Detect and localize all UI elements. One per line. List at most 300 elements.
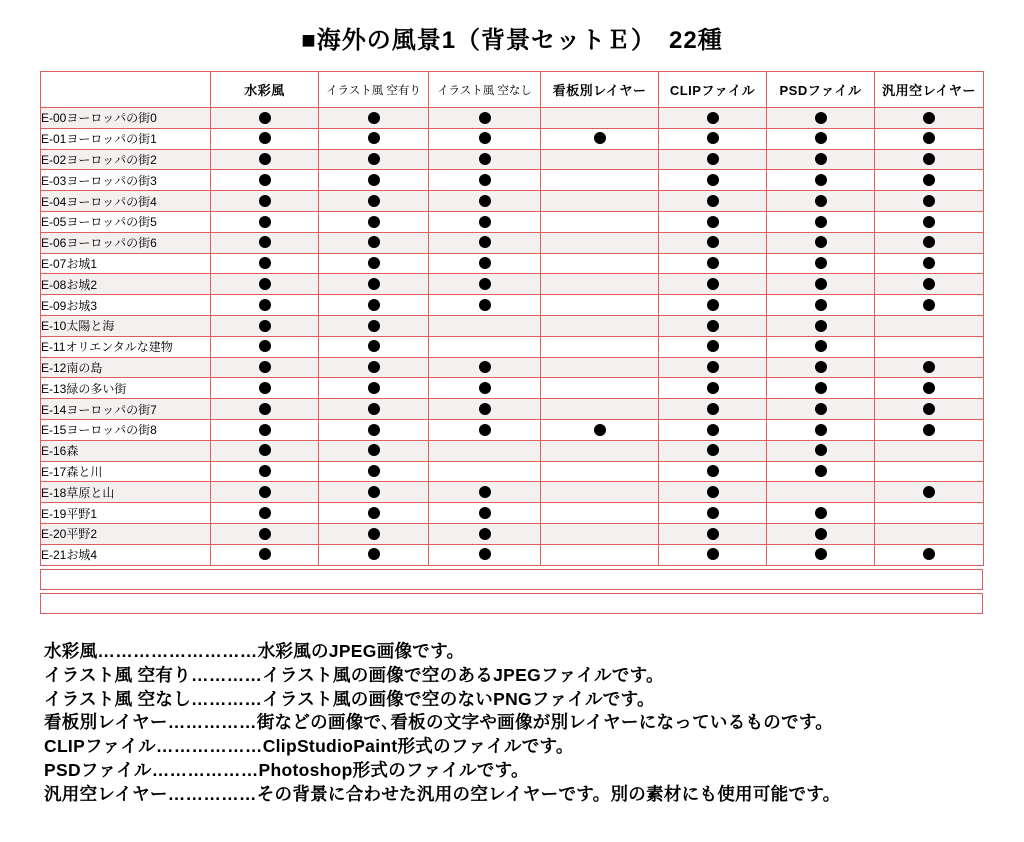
dot-icon (479, 174, 491, 186)
row-label: E-21お城4 (41, 544, 211, 565)
legend-line-illust-with-sky: イラスト風 空有り…………イラスト風の画像で空のあるJPEGファイルです。 (44, 664, 664, 685)
dot-icon (815, 216, 827, 228)
mark-cell-filled (767, 357, 875, 378)
mark-cell-empty (541, 232, 659, 253)
dot-icon (368, 528, 380, 540)
mark-cell-filled (211, 149, 319, 170)
mark-cell-filled (319, 523, 429, 544)
row-label: E-03ヨーロッパの街3 (41, 170, 211, 191)
dot-icon (259, 174, 271, 186)
dot-icon (923, 195, 935, 207)
mark-cell-filled (211, 315, 319, 336)
mark-cell-filled (659, 128, 767, 149)
dot-icon (259, 299, 271, 311)
mark-cell-filled (319, 295, 429, 316)
col-header-signboard-layer: 看板別レイヤー (541, 72, 659, 108)
dot-icon (259, 153, 271, 165)
mark-cell-filled (541, 419, 659, 440)
dot-icon (707, 340, 719, 352)
mark-cell-filled (659, 295, 767, 316)
table-row (41, 170, 984, 191)
mark-cell-empty (541, 503, 659, 524)
dot-icon (815, 528, 827, 540)
mark-cell-filled (429, 399, 541, 420)
dot-icon (923, 174, 935, 186)
row-label: E-12南の島 (41, 357, 211, 378)
mark-cell-filled (875, 170, 984, 191)
dot-icon (923, 216, 935, 228)
mark-cell-filled (767, 378, 875, 399)
mark-cell-filled (211, 211, 319, 232)
dot-icon (815, 340, 827, 352)
mark-cell-empty (541, 149, 659, 170)
dot-icon (479, 236, 491, 248)
table-body (41, 108, 984, 566)
col-header-sky-layer: 汎用空レイヤー (875, 72, 984, 108)
col-header-illust-with-sky: イラスト風 空有り (319, 72, 429, 108)
table-row (41, 482, 984, 503)
table-row (41, 253, 984, 274)
table-row (41, 357, 984, 378)
dot-icon (259, 361, 271, 373)
mark-cell-filled (319, 274, 429, 295)
dot-icon (368, 361, 380, 373)
mark-cell-filled (767, 191, 875, 212)
mark-cell-filled (659, 170, 767, 191)
mark-cell-filled (319, 503, 429, 524)
mark-cell-filled (319, 419, 429, 440)
dot-icon (594, 132, 606, 144)
mark-cell-filled (767, 523, 875, 544)
mark-cell-filled (875, 149, 984, 170)
availability-table (40, 71, 984, 566)
mark-cell-empty (541, 170, 659, 191)
mark-cell-filled (429, 295, 541, 316)
dot-icon (594, 424, 606, 436)
dot-icon (707, 403, 719, 415)
mark-cell-filled (659, 461, 767, 482)
dot-icon (815, 382, 827, 394)
dot-icon (368, 548, 380, 560)
row-label: E-01ヨーロッパの街1 (41, 128, 211, 149)
dot-icon (815, 299, 827, 311)
row-label: E-14ヨーロッパの街7 (41, 399, 211, 420)
mark-cell-filled (429, 253, 541, 274)
row-label: E-17森と川 (41, 461, 211, 482)
dot-icon (707, 320, 719, 332)
row-label: E-10太陽と海 (41, 315, 211, 336)
page-title: ■海外の風景1（背景セットＥ） 22種 (301, 27, 723, 54)
dot-icon (707, 132, 719, 144)
mark-cell-filled (429, 357, 541, 378)
dot-icon (815, 444, 827, 456)
dot-icon (259, 340, 271, 352)
table-row (41, 523, 984, 544)
dot-icon (707, 257, 719, 269)
empty-row-1 (40, 569, 983, 590)
dot-icon (368, 340, 380, 352)
mark-cell-filled (767, 315, 875, 336)
mark-cell-filled (319, 482, 429, 503)
mark-cell-filled (429, 170, 541, 191)
mark-cell-filled (659, 211, 767, 232)
mark-cell-filled (659, 503, 767, 524)
row-label: E-11オリエンタルな建物 (41, 336, 211, 357)
dot-icon (707, 528, 719, 540)
dot-icon (259, 528, 271, 540)
mark-cell-filled (211, 378, 319, 399)
dot-icon (259, 382, 271, 394)
mark-cell-filled (659, 378, 767, 399)
table-row (41, 108, 984, 129)
dot-icon (479, 382, 491, 394)
mark-cell-filled (211, 523, 319, 544)
col-header-illust-no-sky: イラスト風 空なし (429, 72, 541, 108)
dot-icon (923, 299, 935, 311)
mark-cell-filled (319, 211, 429, 232)
legend-line-watercolor: 水彩風………………………水彩風のJPEG画像です。 (44, 641, 465, 661)
col-header-psd-file: PSDファイル (767, 72, 875, 108)
dot-icon (479, 507, 491, 519)
mark-cell-filled (211, 295, 319, 316)
dot-icon (479, 403, 491, 415)
table-row (41, 378, 984, 399)
mark-cell-filled (767, 108, 875, 129)
mark-cell-filled (429, 544, 541, 565)
dot-icon (479, 216, 491, 228)
mark-cell-filled (875, 108, 984, 129)
dot-icon (479, 361, 491, 373)
dot-icon (707, 361, 719, 373)
table-row (41, 503, 984, 524)
mark-cell-filled (211, 440, 319, 461)
dot-icon (259, 236, 271, 248)
dot-icon (815, 153, 827, 165)
mark-cell-empty (541, 274, 659, 295)
mark-cell-empty (541, 357, 659, 378)
mark-cell-empty (541, 399, 659, 420)
legend-line-signboard-layer: 看板別レイヤー……………街などの画像で､看板の文字や画像が別レイヤーになっているものです。 (44, 712, 834, 733)
corner-cell (41, 72, 211, 108)
mark-cell-empty (875, 503, 984, 524)
dot-icon (479, 278, 491, 290)
col-header-watercolor: 水彩風 (211, 72, 319, 108)
dot-icon (815, 507, 827, 519)
mark-cell-filled (211, 461, 319, 482)
dot-icon (923, 361, 935, 373)
row-label: E-04ヨーロッパの街4 (41, 191, 211, 212)
mark-cell-filled (767, 461, 875, 482)
mark-cell-filled (211, 128, 319, 149)
mark-cell-empty (875, 523, 984, 544)
mark-cell-filled (319, 232, 429, 253)
dot-icon (259, 132, 271, 144)
dot-icon (815, 320, 827, 332)
dot-icon (923, 132, 935, 144)
mark-cell-filled (767, 274, 875, 295)
mark-cell-filled (875, 253, 984, 274)
table-row (41, 128, 984, 149)
dot-icon (815, 132, 827, 144)
table-row (41, 336, 984, 357)
dot-icon (923, 548, 935, 560)
mark-cell-filled (319, 461, 429, 482)
mark-cell-filled (319, 191, 429, 212)
dot-icon (479, 299, 491, 311)
mark-cell-filled (211, 191, 319, 212)
dot-icon (368, 424, 380, 436)
dot-icon (815, 195, 827, 207)
dot-icon (707, 299, 719, 311)
mark-cell-filled (875, 482, 984, 503)
mark-cell-filled (319, 315, 429, 336)
dot-icon (259, 548, 271, 560)
dot-icon (259, 403, 271, 415)
dot-icon (368, 507, 380, 519)
dot-icon (815, 278, 827, 290)
mark-cell-filled (875, 211, 984, 232)
mark-cell-empty (429, 440, 541, 461)
mark-cell-filled (211, 544, 319, 565)
dot-icon (707, 236, 719, 248)
table-row (41, 274, 984, 295)
dot-icon (368, 320, 380, 332)
dot-icon (259, 424, 271, 436)
table-row (41, 419, 984, 440)
mark-cell-filled (659, 232, 767, 253)
dot-icon (707, 465, 719, 477)
mark-cell-filled (659, 482, 767, 503)
mark-cell-empty (541, 523, 659, 544)
legend-line-clip-file: CLIPファイル………………ClipStudioPaint形式のファイルです。 (44, 736, 574, 757)
mark-cell-filled (659, 253, 767, 274)
mark-cell-empty (541, 336, 659, 357)
mark-cell-filled (319, 336, 429, 357)
dot-icon (368, 299, 380, 311)
dot-icon (259, 320, 271, 332)
dot-icon (479, 424, 491, 436)
mark-cell-filled (875, 128, 984, 149)
mark-cell-empty (429, 315, 541, 336)
mark-cell-filled (319, 544, 429, 565)
dot-icon (923, 112, 935, 124)
mark-cell-filled (429, 378, 541, 399)
dot-icon (368, 257, 380, 269)
legend (44, 640, 840, 807)
mark-cell-filled (211, 357, 319, 378)
mark-cell-filled (429, 191, 541, 212)
dot-icon (479, 548, 491, 560)
mark-cell-empty (541, 461, 659, 482)
dot-icon (815, 174, 827, 186)
dot-icon (815, 403, 827, 415)
dot-icon (707, 153, 719, 165)
mark-cell-filled (875, 419, 984, 440)
table-row (41, 149, 984, 170)
table-row (41, 544, 984, 565)
dot-icon (259, 486, 271, 498)
table-row (41, 440, 984, 461)
dot-icon (259, 112, 271, 124)
mark-cell-filled (767, 419, 875, 440)
mark-cell-filled (211, 419, 319, 440)
mark-cell-filled (429, 108, 541, 129)
dot-icon (368, 278, 380, 290)
table-section (40, 71, 983, 614)
table-row (41, 399, 984, 420)
dot-icon (707, 444, 719, 456)
mark-cell-filled (659, 440, 767, 461)
dot-icon (368, 403, 380, 415)
dot-icon (368, 174, 380, 186)
mark-cell-empty (541, 378, 659, 399)
header-row (41, 72, 984, 108)
mark-cell-filled (429, 503, 541, 524)
mark-cell-filled (659, 108, 767, 129)
dot-icon (368, 195, 380, 207)
row-label: E-18草原と山 (41, 482, 211, 503)
mark-cell-filled (875, 357, 984, 378)
mark-cell-filled (211, 399, 319, 420)
mark-cell-filled (429, 482, 541, 503)
mark-cell-filled (429, 232, 541, 253)
row-label: E-20平野2 (41, 523, 211, 544)
mark-cell-filled (767, 295, 875, 316)
mark-cell-empty (767, 482, 875, 503)
mark-cell-filled (767, 503, 875, 524)
mark-cell-filled (319, 108, 429, 129)
mark-cell-filled (541, 128, 659, 149)
dot-icon (815, 257, 827, 269)
dot-icon (479, 132, 491, 144)
row-label: E-02ヨーロッパの街2 (41, 149, 211, 170)
mark-cell-filled (767, 170, 875, 191)
dot-icon (479, 486, 491, 498)
mark-cell-filled (319, 128, 429, 149)
dot-icon (368, 444, 380, 456)
dot-icon (923, 382, 935, 394)
dot-icon (815, 361, 827, 373)
dot-icon (707, 382, 719, 394)
dot-icon (923, 486, 935, 498)
mark-cell-filled (767, 440, 875, 461)
mark-cell-filled (767, 336, 875, 357)
mark-cell-filled (767, 149, 875, 170)
legend-line-psd-file: PSDファイル………………Photoshop形式のファイルです。 (44, 759, 529, 780)
table-row (41, 461, 984, 482)
dot-icon (368, 382, 380, 394)
table-row (41, 232, 984, 253)
mark-cell-filled (429, 274, 541, 295)
dot-icon (259, 507, 271, 519)
dot-icon (923, 257, 935, 269)
dot-icon (368, 132, 380, 144)
dot-icon (259, 195, 271, 207)
dot-icon (259, 216, 271, 228)
mark-cell-filled (319, 440, 429, 461)
mark-cell-filled (429, 419, 541, 440)
mark-cell-filled (659, 544, 767, 565)
dot-icon (707, 174, 719, 186)
mark-cell-empty (875, 336, 984, 357)
dot-icon (815, 236, 827, 248)
mark-cell-filled (211, 232, 319, 253)
mark-cell-filled (319, 253, 429, 274)
table-row (41, 211, 984, 232)
dot-icon (923, 236, 935, 248)
dot-icon (707, 278, 719, 290)
table-row (41, 315, 984, 336)
mark-cell-empty (875, 461, 984, 482)
row-label: E-00ヨーロッパの街0 (41, 108, 211, 129)
mark-cell-filled (875, 232, 984, 253)
mark-cell-filled (659, 191, 767, 212)
mark-cell-filled (659, 357, 767, 378)
dot-icon (707, 507, 719, 519)
dot-icon (707, 424, 719, 436)
row-label: E-19平野1 (41, 503, 211, 524)
legend-line-sky-layer: 汎用空レイヤー……………その背景に合わせた汎用の空レイヤーです。別の素材にも使用可能です。 (44, 783, 841, 804)
mark-cell-empty (541, 295, 659, 316)
mark-cell-filled (429, 128, 541, 149)
dot-icon (707, 112, 719, 124)
mark-cell-filled (211, 503, 319, 524)
dot-icon (479, 528, 491, 540)
dot-icon (259, 444, 271, 456)
dot-icon (259, 465, 271, 477)
mark-cell-filled (211, 482, 319, 503)
mark-cell-filled (319, 378, 429, 399)
mark-cell-filled (211, 274, 319, 295)
mark-cell-filled (211, 253, 319, 274)
row-label: E-09お城3 (41, 295, 211, 316)
table-row (41, 191, 984, 212)
mark-cell-filled (767, 544, 875, 565)
dot-icon (815, 112, 827, 124)
mark-cell-filled (767, 211, 875, 232)
mark-cell-filled (767, 232, 875, 253)
mark-cell-filled (319, 357, 429, 378)
row-label: E-08お城2 (41, 274, 211, 295)
dot-icon (368, 216, 380, 228)
empty-row-2 (40, 593, 983, 614)
mark-cell-filled (429, 149, 541, 170)
mark-cell-filled (429, 211, 541, 232)
dot-icon (815, 548, 827, 560)
dot-icon (923, 424, 935, 436)
mark-cell-empty (429, 336, 541, 357)
mark-cell-empty (875, 440, 984, 461)
mark-cell-filled (659, 274, 767, 295)
mark-cell-filled (875, 295, 984, 316)
mark-cell-filled (319, 149, 429, 170)
mark-cell-filled (319, 170, 429, 191)
mark-cell-filled (659, 336, 767, 357)
mark-cell-filled (429, 523, 541, 544)
row-label: E-05ヨーロッパの街5 (41, 211, 211, 232)
mark-cell-empty (541, 253, 659, 274)
dot-icon (815, 465, 827, 477)
dot-icon (479, 195, 491, 207)
mark-cell-empty (541, 544, 659, 565)
dot-icon (479, 153, 491, 165)
dot-icon (259, 278, 271, 290)
dot-icon (479, 257, 491, 269)
mark-cell-filled (767, 253, 875, 274)
row-label: E-06ヨーロッパの街6 (41, 232, 211, 253)
mark-cell-empty (541, 482, 659, 503)
mark-cell-filled (875, 399, 984, 420)
